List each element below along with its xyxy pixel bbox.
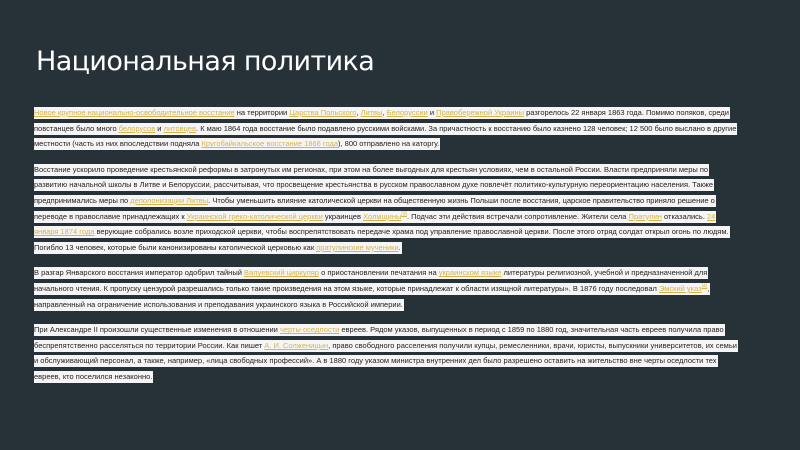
- body-text: и: [155, 123, 164, 133]
- body-text: верующие собрались возле приходской церкви, чтобы воспрепятствовать передаче храма под управление православной церкви. После этого отряд солдат открыл огонь по людям. Погибло 13 человек, которые были канонизированы католической церковью как: [34, 227, 729, 252]
- body-text: о приостановлении печатания на: [318, 268, 439, 278]
- body-text: литературы религиозной, учебной и предназначенной для начального чтения. К пропуску цензурой разрешались только такие произведения на этом языке, которые принадлежат к области изящной литературы». В 1876 году последовал: [34, 268, 708, 293]
- body-text: .: [398, 242, 401, 252]
- body-text: При Александре II произошли существенные изменения в отношении: [34, 325, 280, 335]
- paragraph-4-text: [34, 324, 738, 383]
- body-text: Восстание ускорило проведение крестьянской реформы в затронутых им регионах, при этом на более выгодных для крестьян условиях, чем в остальной России. Власти предприняли меры по развитию начальной школы в Литве и Белоруссии, рассчитывая, что просвещение крестьянства в русском православном духе повлечёт политико-культурную переориентацию населения. Также предпринимались меры по: [34, 164, 714, 205]
- inline-link[interactable]: Литвы: [360, 108, 383, 117]
- inline-link[interactable]: [4]: [701, 283, 708, 290]
- body-text: отказались.: [661, 211, 708, 221]
- inline-link[interactable]: Белоруссии: [386, 108, 428, 117]
- inline-link[interactable]: белорусов: [118, 123, 156, 133]
- body-text: , право свободного расселения получили купцы, ремесленники, врачи, юристы, выпускники университетов, их семьи и обслуживающий персонал, а также, например, «лица свободных профессий». А в 1880 году указом министра внутренних дел было разрешено оставить на жительство вне черты оседлости тех евреев, кто поселился незаконно.: [34, 340, 737, 381]
- inline-link[interactable]: украинском языке: [438, 268, 502, 278]
- slide-body: [34, 105, 738, 385]
- slide-title: Национальная политика: [36, 46, 375, 77]
- paragraph-1: [34, 105, 738, 152]
- inline-link[interactable]: деполонизации Литвы: [130, 195, 209, 205]
- inline-link[interactable]: литовцев: [163, 123, 197, 133]
- paragraph-4: [34, 322, 738, 384]
- inline-link[interactable]: Валуевский циркуляр: [243, 268, 319, 278]
- inline-link[interactable]: пратулинские мученики: [316, 242, 399, 252]
- body-text: ), 800 отправлено на каторгу.: [338, 139, 440, 149]
- inline-link[interactable]: Пратулин: [628, 211, 662, 221]
- inline-link[interactable]: [3]: [401, 211, 407, 218]
- body-text: ,: [382, 108, 387, 117]
- body-text: разгорелось 22 января 1863 года. Помимо поляков, среди повстанцев было много: [34, 108, 729, 133]
- body-text: . Подчас эти действия встречали сопротивление. Жители села: [406, 211, 629, 221]
- inline-link[interactable]: Правобережной Украины: [436, 108, 524, 117]
- body-text: ,: [356, 108, 361, 117]
- inline-link[interactable]: Холмщины: [363, 211, 402, 221]
- body-text: . Чтобы уменьшить влияние католической церкви на общественную жизнь Польши после восстания, царское правительство приняло решение о переводе в православие принадлежащих к: [34, 195, 715, 221]
- inline-link[interactable]: Новое крупное национально-освободительное восстание: [34, 108, 235, 117]
- body-text: на территории: [234, 108, 290, 117]
- body-text: украинцев: [322, 211, 364, 221]
- paragraph-2: [34, 162, 738, 256]
- body-text: евреев. Рядом указов, выпущенных в период с 1859 по 1880 год, значительная часть евреев получила право беспрепятственно расселяться по территории России. Как пишет: [34, 325, 724, 350]
- body-text: , направленный на ограничение использования и преподавания украинского языка в Российской империи.: [34, 283, 710, 309]
- paragraph-2-text: [34, 164, 730, 254]
- inline-link[interactable]: Эмский указ: [658, 283, 702, 293]
- inline-link[interactable]: Царства Польского: [289, 108, 357, 117]
- inline-link[interactable]: черты оседлости: [279, 325, 340, 335]
- body-text: и: [427, 108, 437, 117]
- inline-link[interactable]: Кругобайкальское восстание 1866 года: [201, 139, 339, 149]
- inline-link[interactable]: Украинской греко-католической церкви: [186, 211, 323, 221]
- inline-link[interactable]: 24 января 1874 года: [34, 211, 716, 237]
- paragraph-3-text: [34, 267, 710, 310]
- body-text: . К маю 1864 года восстание было подавлено русскими войсками. За причастность к восстанию было казнено 128 человек; 12 500 было выслано в другие местности (часть из них впоследствии подняла: [34, 123, 737, 149]
- body-text: В разгар Январского восстания император одобрил тайный: [34, 268, 244, 278]
- inline-link[interactable]: А. И. Солженицын: [264, 340, 329, 350]
- paragraph-1-text: [34, 107, 737, 150]
- paragraph-3: [34, 265, 738, 312]
